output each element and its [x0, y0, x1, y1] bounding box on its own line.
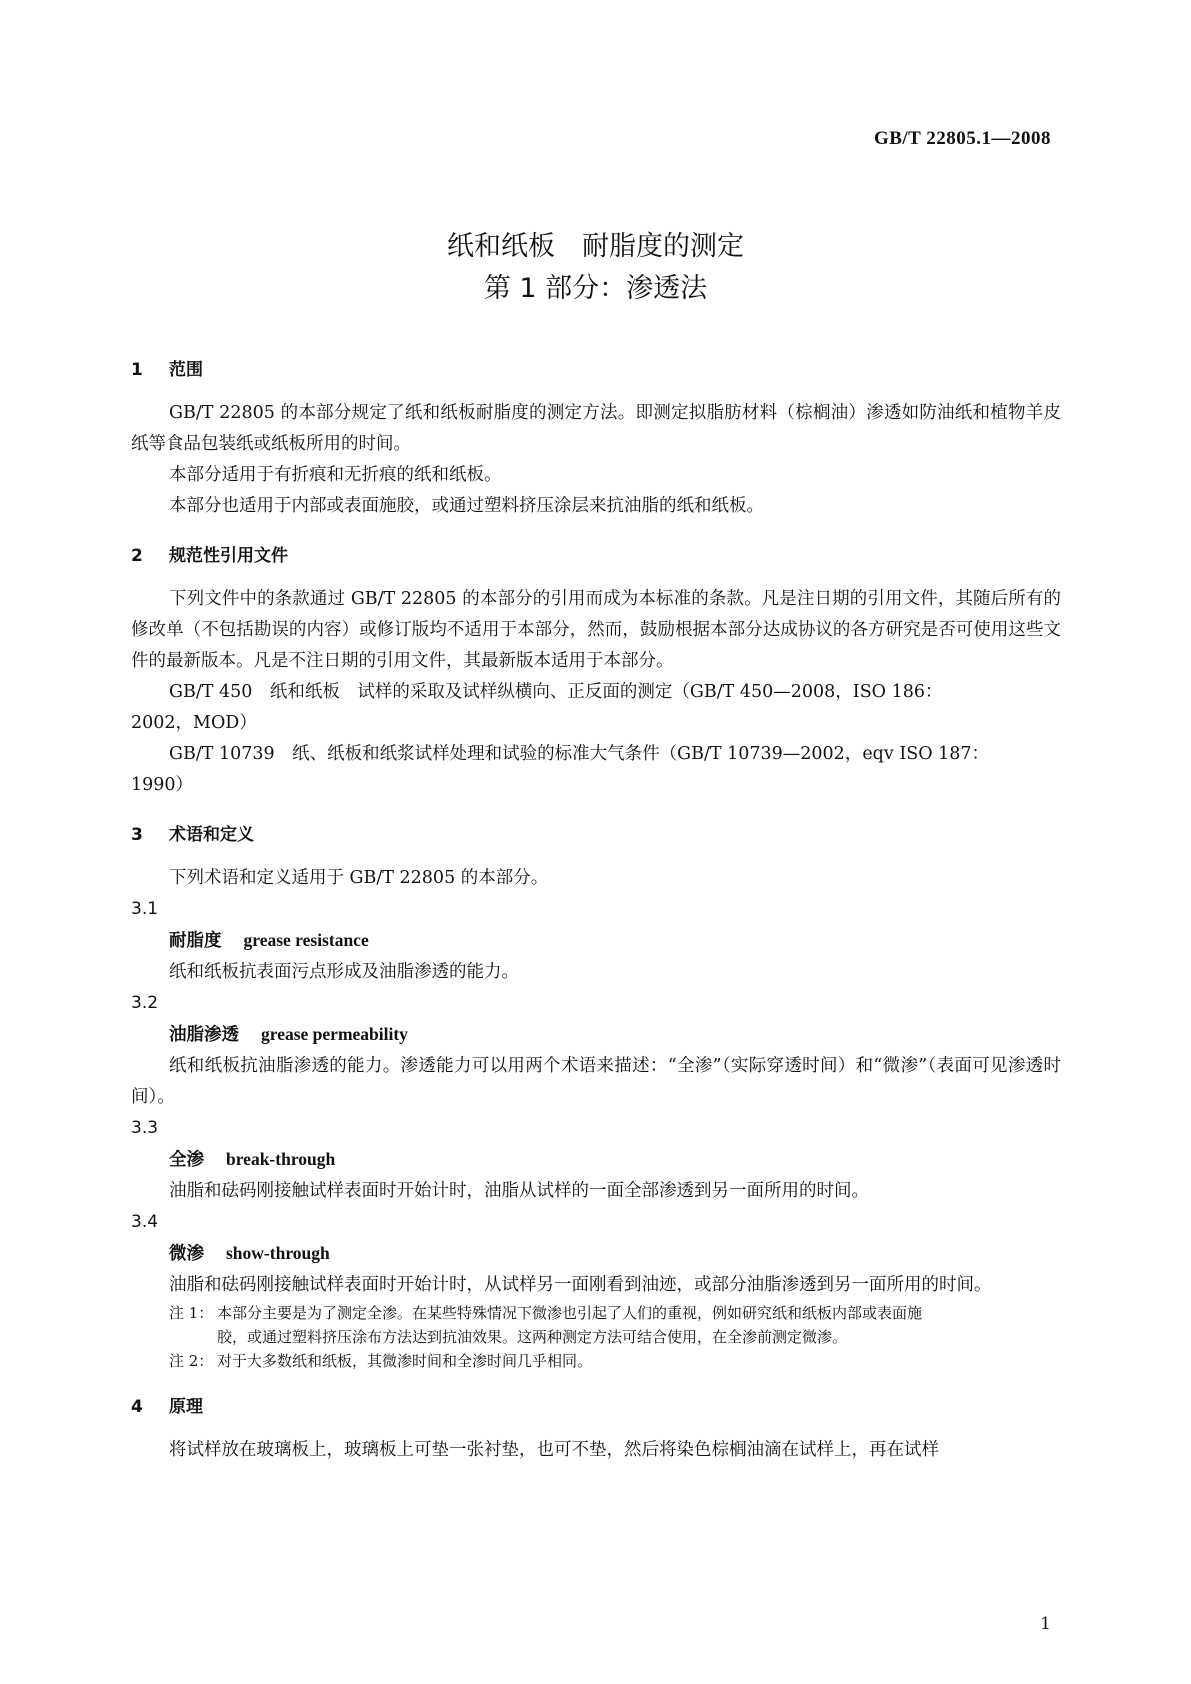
term-entry: [131, 1144, 1061, 1176]
section-heading: [131, 538, 1061, 574]
note-1: [131, 1301, 1061, 1325]
section-number: 1: [131, 360, 143, 380]
note-text: 对于大多数纸和纸板，其微渗时间和全渗时间几乎相同。: [217, 1352, 593, 1370]
term-definition: 油脂和砝码刚接触试样表面时开始计时，从试样另一面刚看到油迹，或部分油脂渗透到另一面所用的时间。: [169, 1275, 992, 1295]
note-1-continued: [131, 1325, 1061, 1349]
clause-number: 3.2: [131, 993, 159, 1013]
term-en: grease resistance: [243, 930, 369, 950]
standard-code: GB/T 22805.1—2008: [873, 128, 1051, 149]
term-entry: [131, 1238, 1061, 1270]
term-en: show-through: [226, 1243, 330, 1263]
document-body: [131, 352, 1061, 1466]
section-title: 范围: [169, 360, 203, 380]
reference-entry: GB/T 450 纸和纸板 试样的采取及试样纵横向、正反面的测定（GB/T 450—2008，ISO 186：: [169, 682, 943, 702]
clause-number: 3.3: [131, 1118, 159, 1138]
section-title: 术语和定义: [169, 825, 254, 845]
term-en: break-through: [226, 1149, 336, 1169]
term-zh: 全渗: [169, 1150, 204, 1170]
section-title: 规范性引用文件: [169, 546, 288, 566]
term-definition: 纸和纸板抗表面污点形成及油脂渗透的能力。: [169, 962, 519, 982]
paragraph: 下列文件中的条款通过 GB/T 22805 的本部分的引用而成为本标准的条款。凡是注日期的引用文件，其随后所有的修改单（不包括勘误的内容）或修订版均不适用于本部分，然而，鼓励根据本部分达成协议的各方研究是否可使用这些文件的最新版本。凡是不注日期的引用文件，其最新版本适用于本部分。: [131, 589, 1061, 671]
term-zh: 耐脂度: [169, 931, 222, 951]
term-definition: 油脂和砝码刚接触试样表面时开始计时，油脂从试样的一面全部渗透到另一面所用的时间。: [169, 1181, 869, 1201]
term-entry: [131, 1019, 1061, 1051]
clause-number: 3.4: [131, 1212, 159, 1232]
section-number: 4: [131, 1397, 143, 1417]
note-text: 胶，或通过塑料挤压涂布方法达到抗油效果。这两种测定方法可结合使用，在全渗前测定微渗。: [217, 1328, 848, 1346]
paragraph: 本部分也适用于内部或表面施胶，或通过塑料挤压涂层来抗油脂的纸和纸板。: [169, 496, 764, 516]
term-en: grease permeability: [261, 1024, 408, 1044]
note-2: [131, 1349, 1061, 1373]
reference-entry: GB/T 10739 纸、纸板和纸浆试样处理和试验的标准大气条件（GB/T 10739—2002，eqv ISO 187：: [169, 744, 990, 764]
term-entry: [131, 925, 1061, 957]
page-number: 1: [1040, 1614, 1051, 1634]
paragraph: 本部分适用于有折痕和无折痕的纸和纸板。: [169, 465, 502, 485]
paragraph: 下列术语和定义适用于 GB/T 22805 的本部分。: [169, 868, 549, 888]
paragraph: GB/T 22805 的本部分规定了纸和纸板耐脂度的测定方法。即测定拟脂肪材料（棕榈油）渗透如防油纸和植物羊皮纸等食品包装纸或纸板所用的时间。: [131, 403, 1061, 454]
term-zh: 油脂渗透: [169, 1025, 239, 1045]
section-heading: [131, 817, 1061, 853]
section-title: 原理: [169, 1397, 203, 1417]
term-zh: 微渗: [169, 1244, 204, 1264]
clause-number: 3.1: [131, 899, 159, 919]
section-heading: [131, 352, 1061, 388]
section-number: 3: [131, 825, 143, 845]
section-heading: [131, 1389, 1061, 1425]
note-text: 本部分主要是为了测定全渗。在某些特殊情况下微渗也引起了人们的重视，例如研究纸和纸板内部或表面施: [217, 1304, 923, 1322]
section-number: 2: [131, 546, 143, 566]
document-title: 纸和纸板 耐脂度的测定: [447, 231, 744, 262]
term-definition: 纸和纸板抗油脂渗透的能力。渗透能力可以用两个术语来描述：“全渗”（实际穿透时间）和“微渗”（表面可见渗透时间）。: [131, 1056, 1061, 1107]
note-label: 注 1：: [169, 1304, 214, 1322]
note-label: 注 2：: [169, 1352, 214, 1370]
document-subtitle: 第 1 部分：渗透法: [483, 273, 708, 304]
paragraph: 将试样放在玻璃板上，玻璃板上可垫一张衬垫，也可不垫，然后将染色棕榈油滴在试样上，再在试样: [169, 1440, 939, 1460]
reference-entry-continued: 1990）: [131, 775, 194, 795]
reference-entry-continued: 2002，MOD）: [131, 713, 257, 733]
